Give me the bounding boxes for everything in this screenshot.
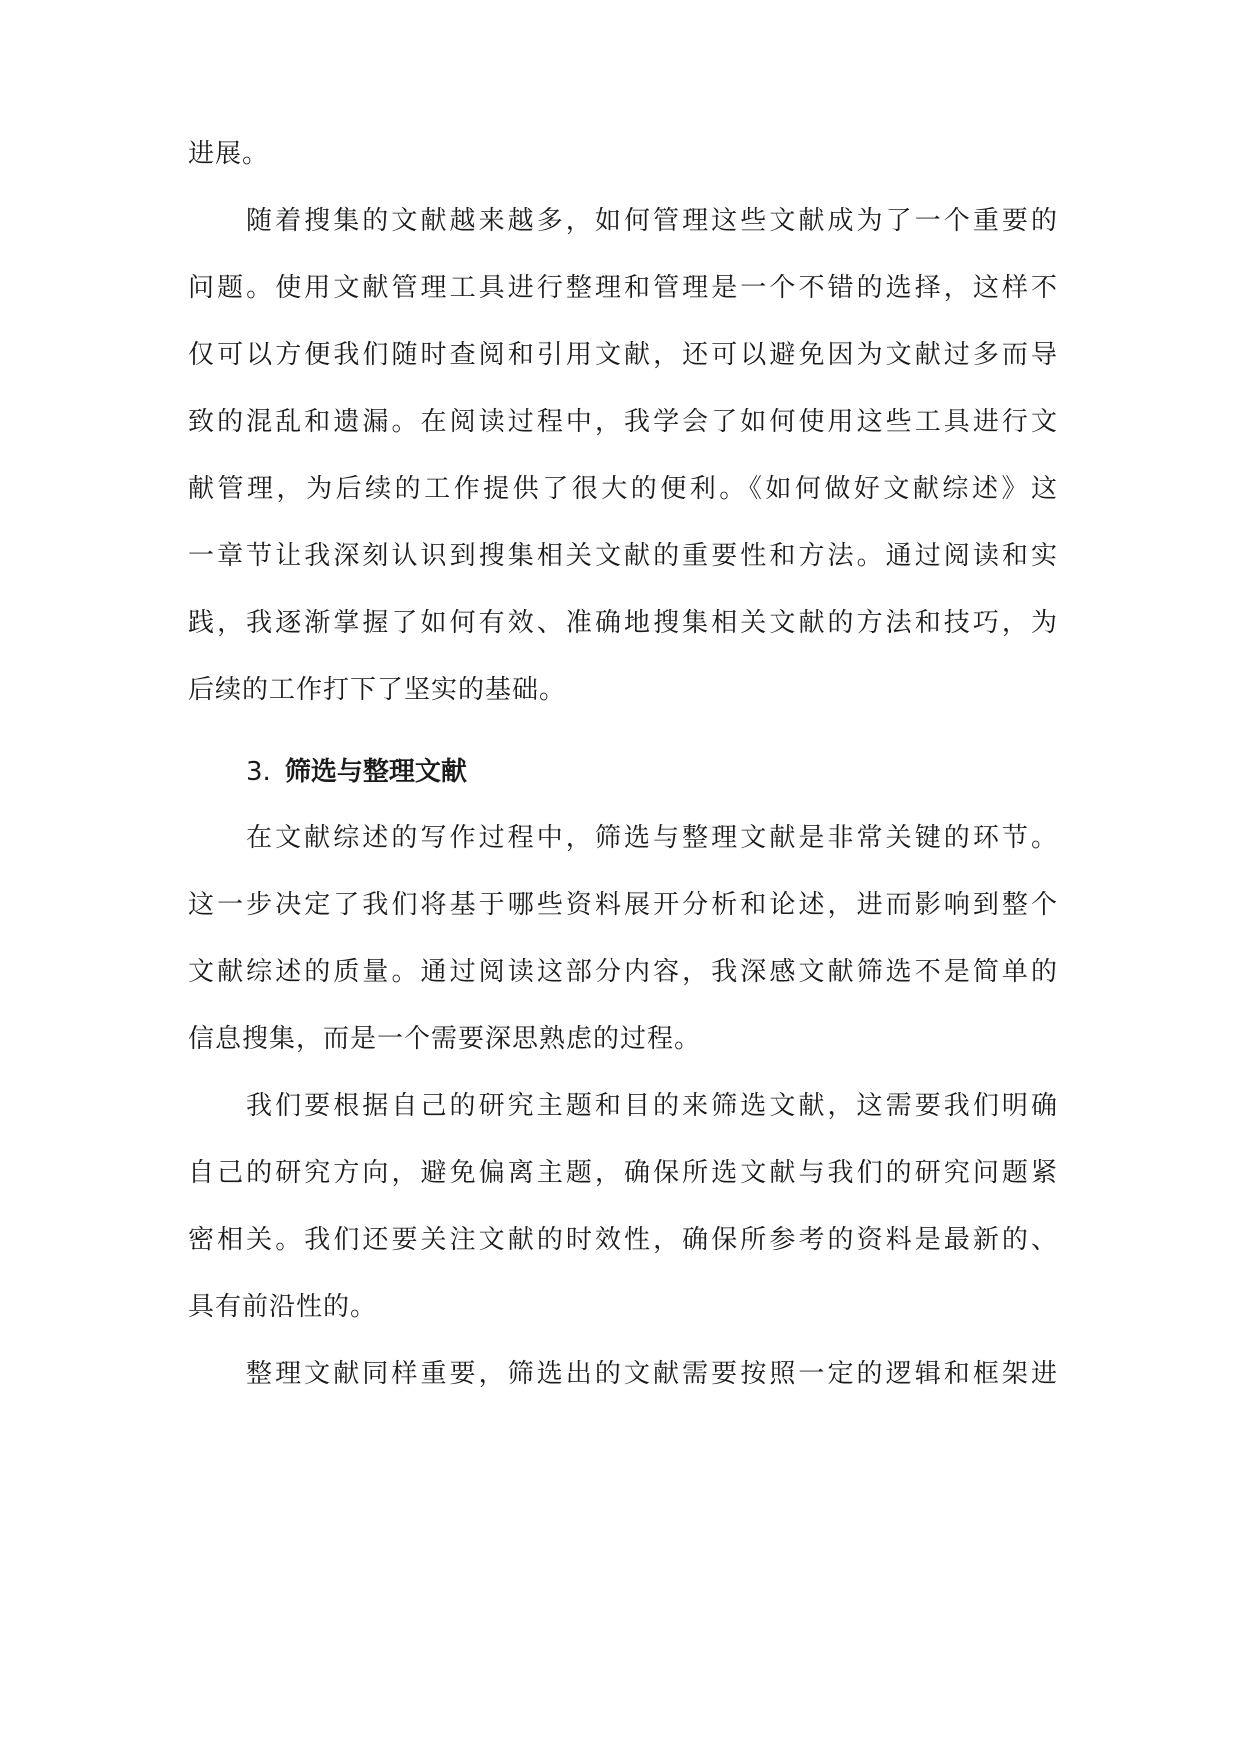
section-title: 筛选与整理文献 [284,757,467,787]
paragraph-line: 具有前沿性的。 [188,1292,378,1322]
text-line: 进展。 [188,139,270,169]
paragraph-line: 这一步决定了我们将基于哪些资料展开分析和论述，进而影响到整个 [188,890,1058,920]
paragraph-line: 一章节让我深刻认识到搜集相关文献的重要性和方法。通过阅读和实 [188,541,1058,571]
paragraph-line: 献管理，为后续的工作提供了很大的便利。《如何做好文献综述》这 [188,474,1058,504]
paragraph-line: 问题。使用文献管理工具进行整理和管理是一个不错的选择，这样不 [188,273,1058,303]
paragraph-line: 信息搜集，而是一个需要深思熟虑的过程。 [188,1024,702,1054]
paragraph-line: 自己的研究方向，避免偏离主题，确保所选文献与我们的研究问题紧 [188,1158,1058,1188]
section-heading [246,752,467,792]
paragraph-line: 在文献综述的写作过程中，筛选与整理文献是非常关键的环节。 [246,823,1058,853]
paragraph-line: 致的混乱和遗漏。在阅读过程中，我学会了如何使用这些工具进行文 [188,407,1058,437]
paragraph-line: 我们要根据自己的研究主题和目的来筛选文献，这需要我们明确 [246,1091,1058,1121]
paragraph-line: 文献综述的质量。通过阅读这部分内容，我深感文献筛选不是简单的 [188,957,1058,987]
paragraph-line: 仅可以方便我们随时查阅和引用文献，还可以避免因为文献过多而导 [188,340,1058,370]
paragraph-line: 整理文献同样重要，筛选出的文献需要按照一定的逻辑和框架进 [246,1359,1058,1389]
paragraph-line: 后续的工作打下了坚实的基础。 [188,675,567,705]
section-number: 3. [246,757,271,787]
paragraph-line: 随着搜集的文献越来越多，如何管理这些文献成为了一个重要的 [246,206,1058,236]
paragraph-line: 密相关。我们还要关注文献的时效性，确保所参考的资料是最新的、 [188,1225,1058,1255]
paragraph-line: 践，我逐渐掌握了如何有效、准确地搜集相关文献的方法和技巧，为 [188,608,1058,638]
